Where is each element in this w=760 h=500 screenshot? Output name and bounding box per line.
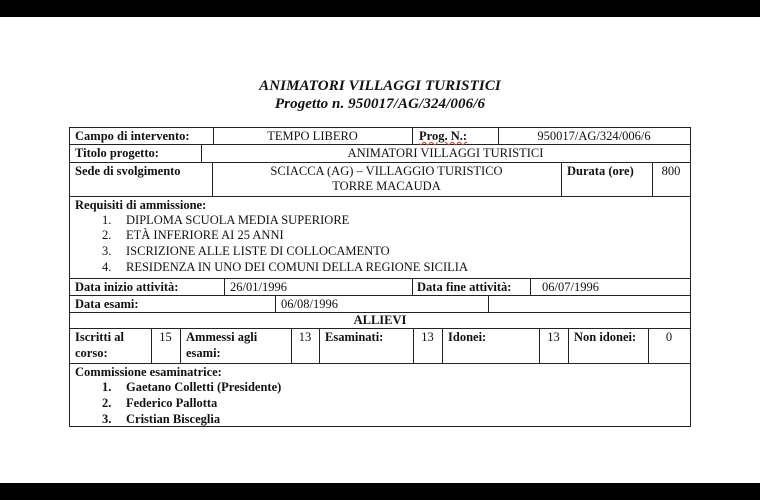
project-number-title: Progetto n. 950017/AG/324/006/6 <box>274 96 486 112</box>
data-inizio-label: Data inizio attività: <box>75 280 179 294</box>
non-idonei-value: 0 <box>665 330 673 344</box>
campo-label: Campo di intervento: <box>75 129 190 143</box>
idonei-value: 13 <box>547 330 560 344</box>
allievi-header: ALLIEVI <box>353 313 407 327</box>
requisito-text: RESIDENZA IN UNO DEI COMUNI DELLA REGIONE SICILIA <box>126 260 468 274</box>
titolo-label: Titolo progetto: <box>75 146 159 160</box>
non-idonei-label: Non idonei: <box>574 330 637 344</box>
sede-label: Sede di svolgimento <box>75 164 181 178</box>
campo-value: TEMPO LIBERO <box>267 129 358 143</box>
data-fine-value: 06/07/1996 <box>542 280 599 294</box>
ammessi-label: Ammessi agli <box>186 330 258 344</box>
sede-value-line1: SCIACCA (AG) – VILLAGGIO TURISTICO <box>270 164 503 178</box>
document-page <box>0 17 760 483</box>
data-inizio-value: 26/01/1996 <box>230 280 287 294</box>
commissario-number: 1. <box>102 380 112 394</box>
iscritti-label-cont: corso: <box>75 346 108 360</box>
requisito-number: 4. <box>102 260 112 274</box>
requisito-text: ETÀ INFERIORE AI 25 ANNI <box>126 228 284 242</box>
ammessi-label-cont: esami: <box>186 346 221 360</box>
iscritti-value: 15 <box>159 330 172 344</box>
durata-label: Durata (ore) <box>567 164 634 178</box>
data-fine-label: Data fine attività: <box>417 280 512 294</box>
commissario-number: 2. <box>102 396 112 410</box>
esaminati-label: Esaminati: <box>325 330 384 344</box>
requisito-number: 1. <box>102 213 112 227</box>
idonei-label: Idonei: <box>448 330 487 344</box>
requisiti-label: Requisiti di ammissione: <box>75 198 207 212</box>
commissario-number: 3. <box>102 412 112 426</box>
prog-label: Prog. N.: <box>419 129 468 143</box>
commissario-name: Federico Pallotta <box>126 396 218 410</box>
prog-value: 950017/AG/324/006/6 <box>537 129 651 143</box>
sede-value-line2: TORRE MACAUDA <box>332 179 441 193</box>
requisito-text: ISCRIZIONE ALLE LISTE DI COLLOCAMENTO <box>126 244 390 258</box>
requisito-number: 3. <box>102 244 112 258</box>
iscritti-label: Iscritti al <box>75 330 124 344</box>
requisito-text: DIPLOMA SCUOLA MEDIA SUPERIORE <box>126 213 350 227</box>
ammessi-value: 13 <box>298 330 312 344</box>
data-esami-value: 06/08/1996 <box>281 297 338 311</box>
durata-value: 800 <box>661 164 681 178</box>
esaminati-value: 13 <box>421 330 434 344</box>
titolo-value: ANIMATORI VILLAGGI TURISTICI <box>347 146 544 160</box>
requisito-number: 2. <box>102 228 112 242</box>
commissario-name: Gaetano Colletti (Presidente) <box>126 380 282 394</box>
commissario-name: Cristian Bisceglia <box>126 412 221 426</box>
commissione-label: Commissione esaminatrice: <box>75 365 222 379</box>
data-esami-label: Data esami: <box>75 297 139 311</box>
project-form-table <box>69 127 691 427</box>
document-title: ANIMATORI VILLAGGI TURISTICI <box>259 78 501 94</box>
